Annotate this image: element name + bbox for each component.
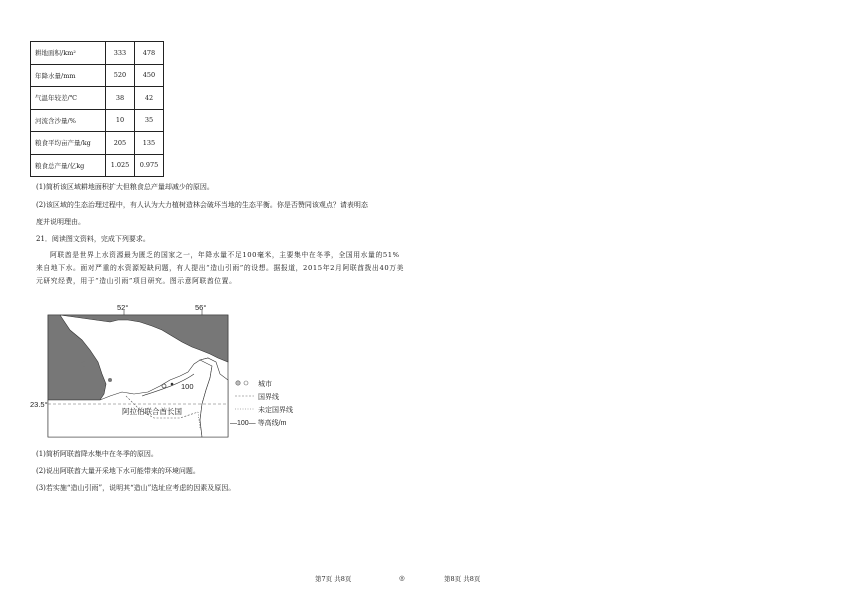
question-21-sub1: (1)简析阿联酋降水集中在冬季的原因。 [36, 450, 158, 458]
sea-label-3: 湾 [132, 365, 140, 374]
table-cell: 42 [135, 87, 164, 110]
city-marker [162, 384, 166, 388]
table-row [31, 109, 164, 132]
question-21-paragraph: 阿联酋是世界上水资源最为匮乏的国家之一，年降水量不足100毫米，主要集中在冬季，全国用水量的51%来自地下水。面对严重的水资源短缺问题，有人提出“造山引雨”的设想。据报道，2015年2月阿联酋拨出40万美元研究经费，用于“造山引雨”项目研究。图示意阿联酋位置。 [36, 251, 405, 285]
table-cell: 450 [135, 64, 164, 87]
question-20-sub2: (2)该区域的生态治理过程中，有人认为大力植树造林会破坏当地的生态平衡。你是否赞同该观点？请表明态 [36, 201, 368, 209]
table-cell: 333 [106, 42, 135, 65]
table-cell: 35 [135, 109, 164, 132]
table-cell: 520 [106, 64, 135, 87]
table-row [31, 42, 164, 65]
longitude-label-52: 52° [117, 303, 129, 312]
table-cell-label: 河流含沙量/% [31, 109, 106, 132]
table-row [31, 132, 164, 155]
page-number-left: 第7页 共8页 [315, 575, 352, 583]
sea-label-2: 斯 [122, 351, 130, 360]
page-number-right: 第8页 共8页 [444, 575, 481, 583]
table-row [31, 154, 164, 177]
question-21-heading: 21．阅读图文资料，完成下列要求。 [36, 235, 150, 243]
table-cell: 10 [106, 109, 135, 132]
question-21-sub3: (3)若实施“造山引雨”，说明其“造山”选址应考虑的因素及原因。 [36, 484, 236, 492]
table-cell-label: 年降水量/mm [31, 64, 106, 87]
island [82, 362, 87, 367]
table-row [31, 64, 164, 87]
binding-mark: ◎ [399, 574, 405, 582]
legend-city-label: 城市 [258, 381, 272, 388]
table-cell: 38 [106, 87, 135, 110]
contour-value-label: 100 [181, 382, 194, 391]
legend-contour-label: —100— 等高线/m [230, 420, 287, 427]
table-cell-label: 气温年较差/℃ [31, 87, 106, 110]
legend-undefined-border-label: 未定国界线 [258, 407, 293, 414]
table-cell: 0.975 [135, 154, 164, 177]
table-cell: 205 [106, 132, 135, 155]
table-row [31, 87, 164, 110]
legend-border-label: 国界线 [258, 394, 279, 401]
data-table [30, 41, 164, 177]
question-20-sub1: (1)简析该区域耕地面积扩大但粮食总产量却减少的原因。 [36, 183, 214, 191]
table-cell-label: 粮食平均亩产量/kg [31, 132, 106, 155]
table-cell-label: 粮食总产量/亿kg [31, 154, 106, 177]
table-cell-label: 耕地面积/km² [31, 42, 106, 65]
table-cell: 1.025 [106, 154, 135, 177]
question-21-sub2: (2)说出阿联酋大量开采地下水可能带来的环境问题。 [36, 467, 200, 475]
uae-location-map [30, 300, 370, 448]
sea-label-1: 波 [113, 337, 121, 346]
city-marker [171, 383, 174, 386]
city-legend-icon [236, 381, 240, 385]
island [108, 378, 112, 382]
question-20-sub2-cont: 度并说明理由。 [36, 218, 85, 226]
country-label: 阿拉伯联合酋长国 [122, 407, 182, 416]
latitude-label: 23.5° [30, 400, 48, 409]
longitude-label-56: 56° [195, 303, 207, 312]
table-cell: 135 [135, 132, 164, 155]
table-cell: 478 [135, 42, 164, 65]
